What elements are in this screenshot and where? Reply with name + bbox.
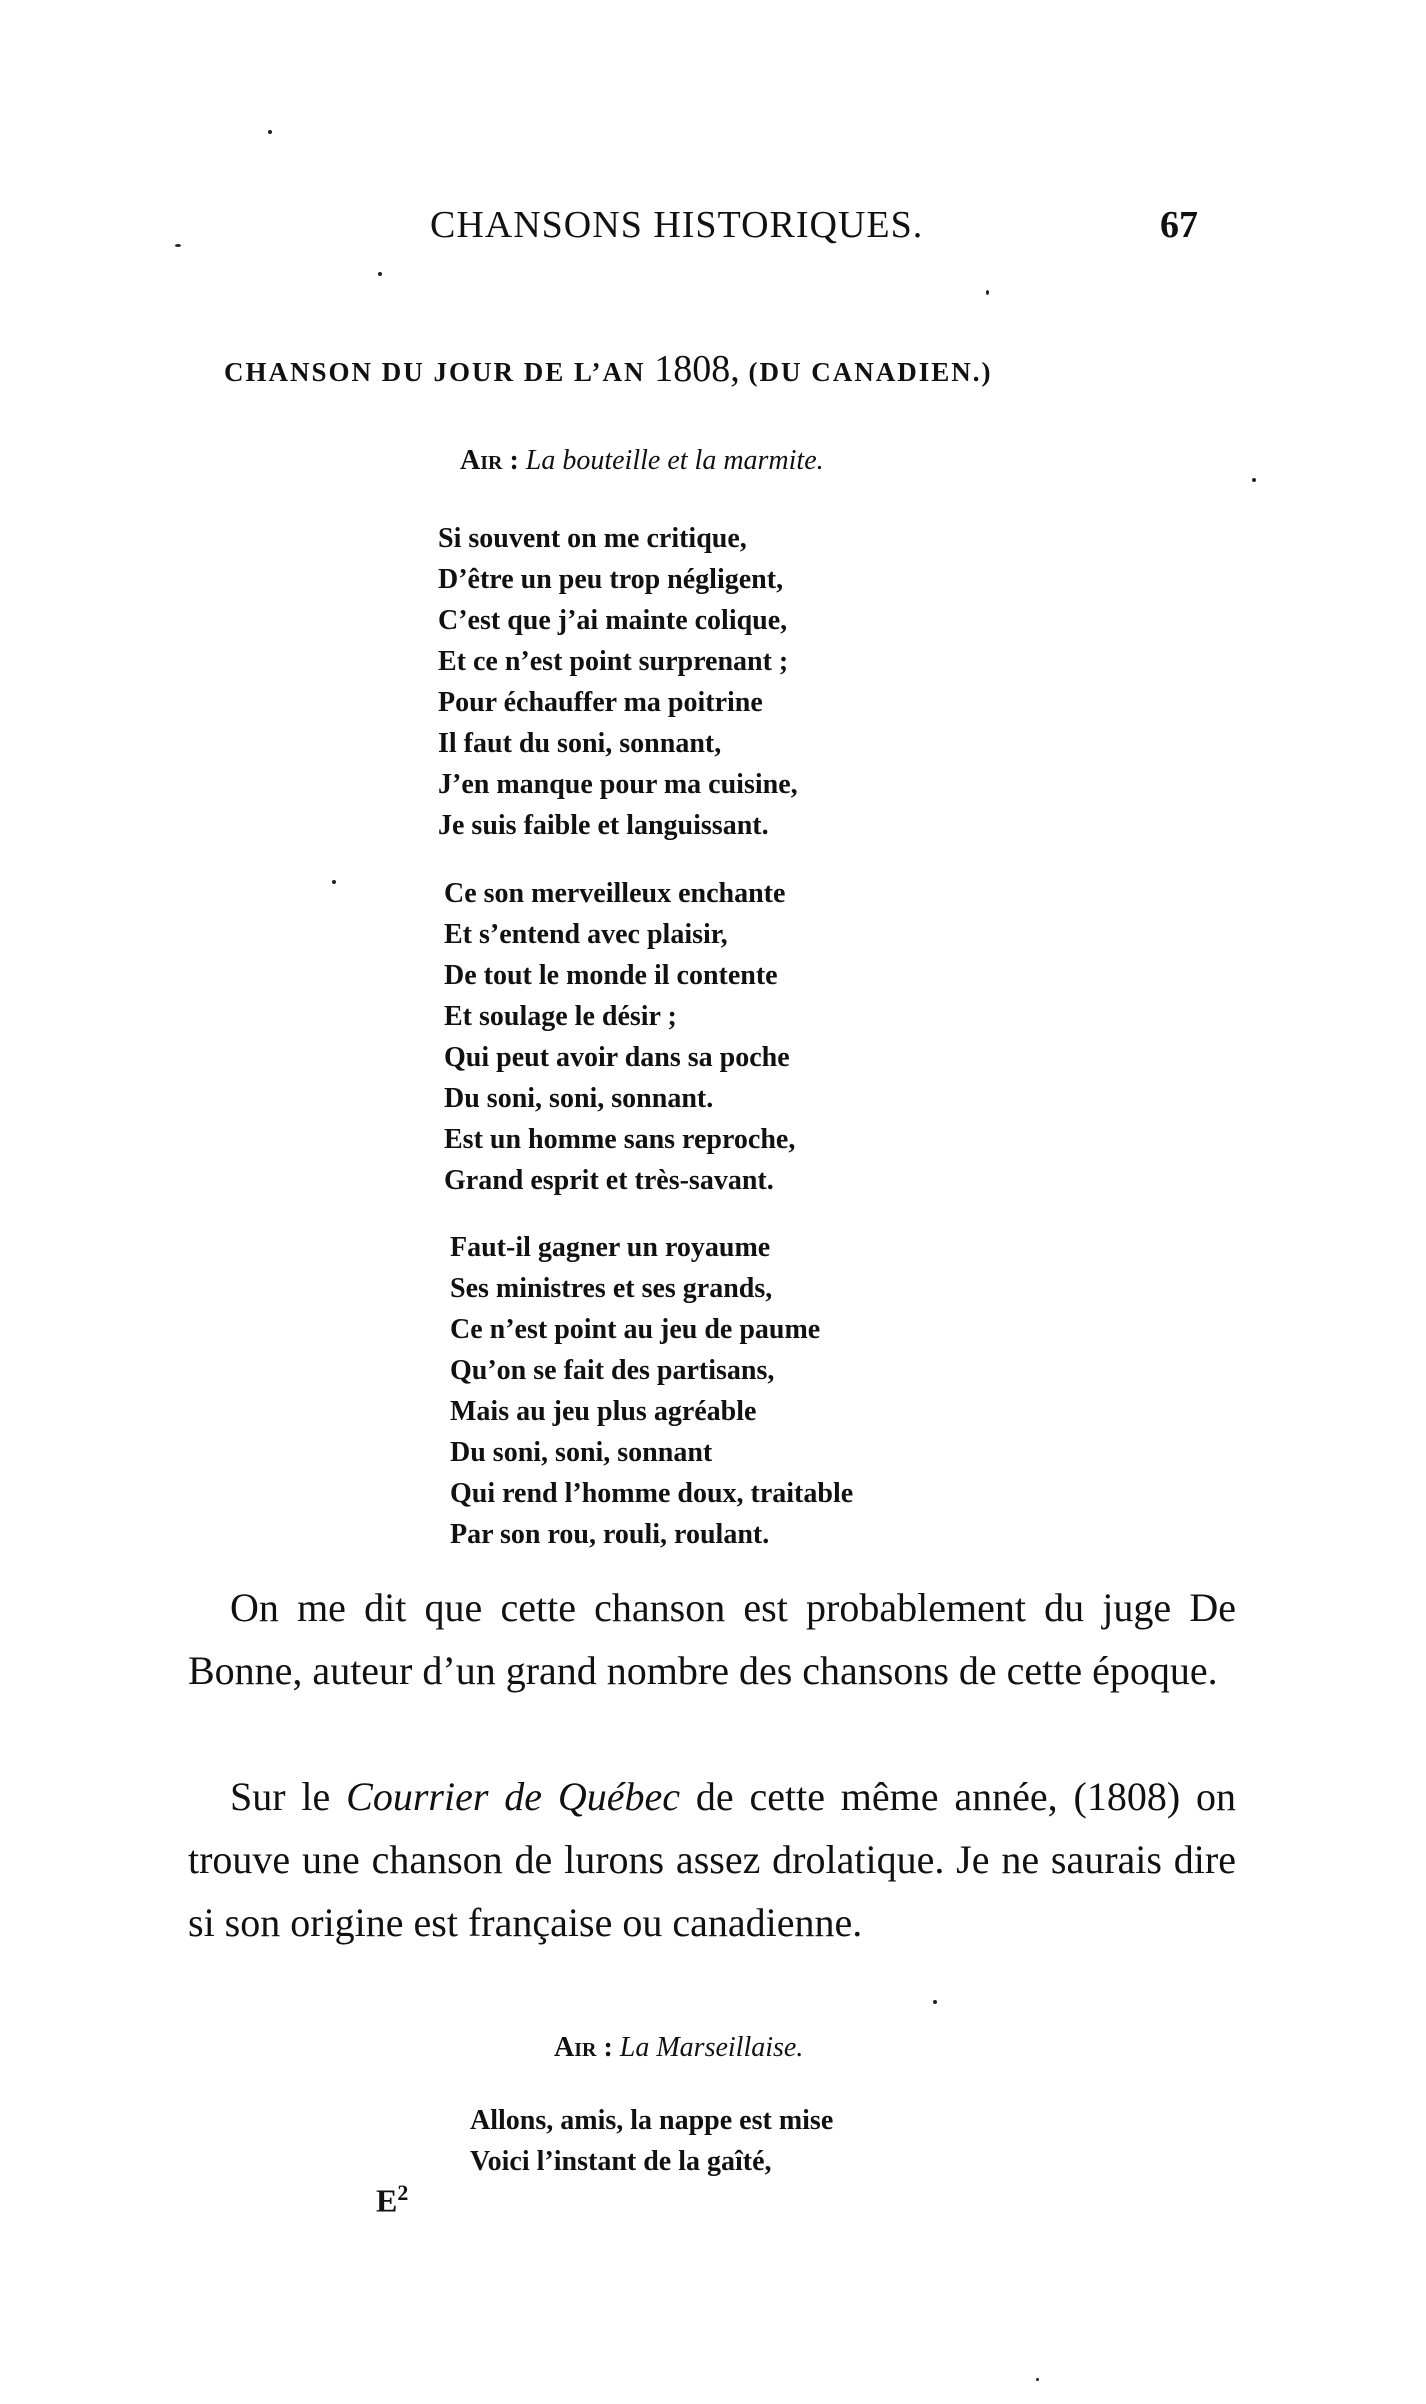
newspaper-title: Courrier de Québec: [346, 1774, 680, 1819]
commentary-paragraph-1: On me dit que cette chanson est probablement du juge De Bonne, auteur d’un grand nombre des chansons de cette époque.: [188, 1585, 1236, 1693]
stanza-2: [444, 873, 795, 1201]
verse-line: Faut-il gagner un royaume: [450, 1232, 771, 1263]
verse-line: Qui peut avoir dans sa poche: [444, 1042, 790, 1073]
verse-line: De tout le monde il contente: [444, 960, 778, 991]
air-line-1: [460, 445, 824, 477]
signature-number: 2: [397, 2180, 409, 2205]
verse-line: Ce son merveilleux enchante: [444, 878, 786, 909]
verse-line: Du soni, soni, sonnant.: [444, 1083, 714, 1114]
verse-line: C’est que j’ai mainte colique,: [438, 605, 788, 636]
scan-speck: [1252, 478, 1256, 482]
p2-text-after: de cette même année, (1808) on trouve une chanson de lurons assez drolatique. Je ne saurais dire si son origine est française ou canadienne.: [188, 1774, 1236, 1945]
verse-line: Je suis faible et languissant.: [438, 810, 769, 841]
verse-line: Et ce n’est point surprenant ;: [438, 646, 789, 677]
scan-speck: [268, 130, 272, 134]
signature-mark: [376, 2180, 408, 2220]
song-title: [224, 347, 993, 391]
verse-line: Ce n’est point au jeu de paume: [450, 1314, 821, 1345]
verse-line: Du soni, soni, sonnant: [450, 1437, 713, 1468]
scan-speck: [332, 880, 336, 884]
verse-line: Qu’on se fait des partisans,: [450, 1355, 775, 1386]
air-label: Air :: [460, 445, 519, 476]
stanza-1: [438, 518, 798, 846]
p2-text-before: Sur le: [230, 1774, 347, 1819]
verse-line: Qui rend l’homme doux, traitable: [450, 1478, 854, 1509]
scan-speck: [933, 2000, 937, 2004]
scan-speck: [986, 290, 989, 295]
running-title: CHANSONS HISTORIQUES.: [430, 204, 924, 246]
air-label: Air :: [554, 2032, 613, 2063]
song-title-year: 1808,: [654, 348, 740, 390]
verse-line: Ses ministres et ses grands,: [450, 1273, 773, 1304]
verse-line: Il faut du soni, sonnant,: [438, 728, 722, 759]
air-tune: La bouteille et la marmite.: [525, 445, 824, 476]
commentary-paragraph-2: [188, 1765, 1236, 1954]
stanza-3: [450, 1227, 853, 1555]
song-title-suffix: (DU CANADIEN.): [739, 357, 993, 387]
stanza-4: [470, 2100, 833, 2182]
page-number: 67: [1160, 204, 1198, 246]
scan-speck: [1036, 2378, 1039, 2381]
verse-line: J’en manque pour ma cuisine,: [438, 769, 798, 800]
verse-line: Allons, amis, la nappe est mise: [470, 2105, 834, 2136]
air-line-2: [554, 2032, 803, 2064]
scan-speck: [175, 244, 181, 247]
verse-line: D’être un peu trop négligent,: [438, 564, 784, 595]
verse-line: Pour échauffer ma poitrine: [438, 687, 763, 718]
verse-line: Voici l’instant de la gaîté,: [470, 2146, 772, 2177]
song-title-prefix: CHANSON DU JOUR DE L’AN: [224, 357, 655, 387]
scan-speck: [378, 272, 382, 276]
verse-line: Mais au jeu plus agréable: [450, 1396, 757, 1427]
verse-line: Et soulage le désir ;: [444, 1001, 677, 1032]
verse-line: Et s’entend avec plaisir,: [444, 919, 728, 950]
verse-line: Par son rou, rouli, roulant.: [450, 1519, 770, 1550]
verse-line: Grand esprit et très-savant.: [444, 1165, 774, 1196]
signature-letter: E: [376, 2182, 398, 2219]
verse-line: Si souvent on me critique,: [438, 523, 747, 554]
air-tune: La Marseillaise.: [619, 2032, 804, 2063]
verse-line: Est un homme sans reproche,: [444, 1124, 796, 1155]
